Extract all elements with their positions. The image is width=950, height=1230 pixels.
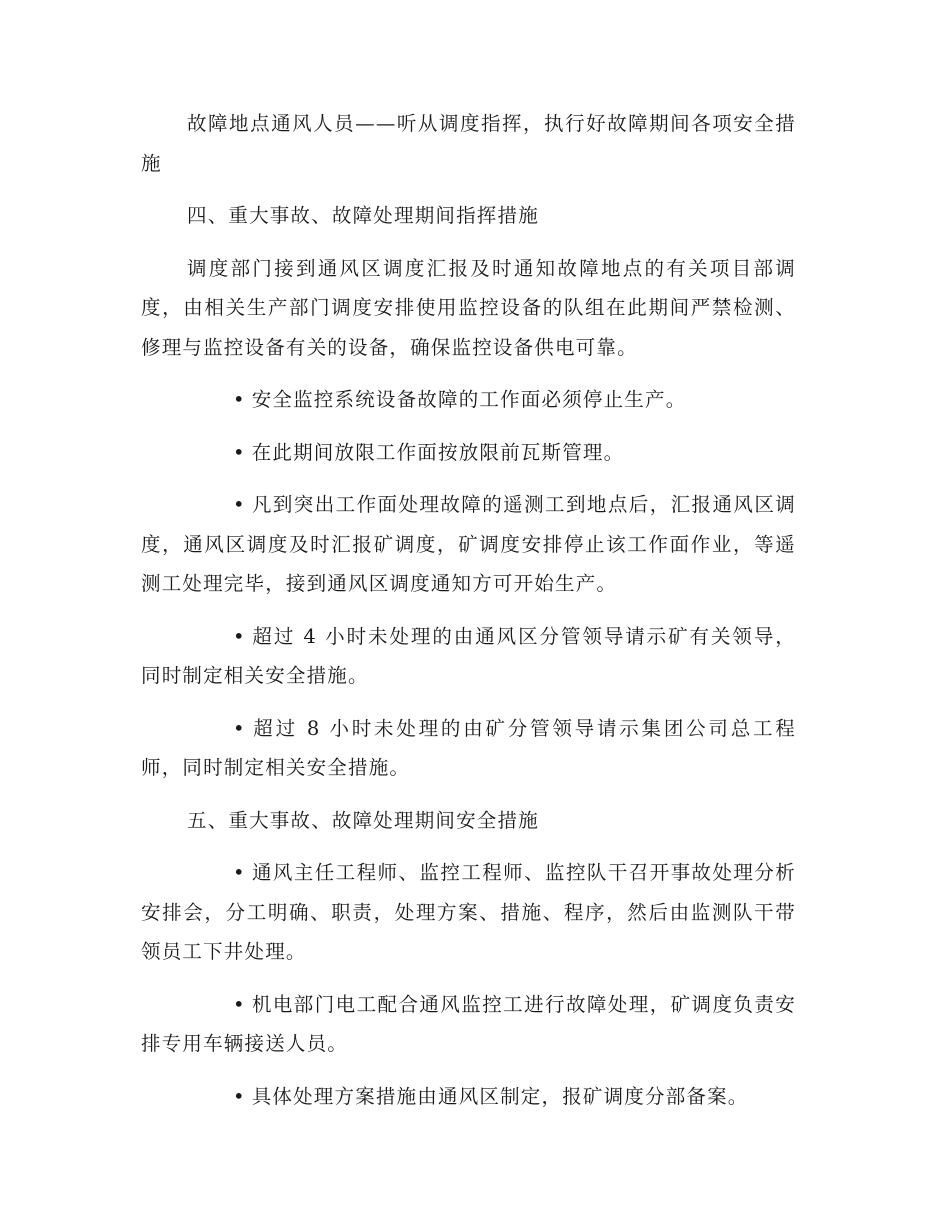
paragraph-text: 调度部门接到通风区调度汇报及时通知故障地点的有关项目部调度，由相关生产部门调度安排使用监控设备的队组在此期间严禁检测、修理与监控设备有关的设备，确保监控设备供电可靠。 [141,256,796,359]
bullet-item-eight-hours [141,709,796,788]
bullet-marker: • [233,992,246,1016]
section-heading-safety-measures [141,801,796,841]
bullet-marker: • [233,388,246,411]
bullet-marker: • [233,861,246,884]
bullet-text: 机电部门电工配合通风监控工进行故障处理，矿调度负责安排专用车辆接送人员。 [141,992,796,1055]
bullet-text: 超过 4 小时未处理的由通风区分管领导请示矿有关领导，同时制定相关安全措施。 [141,624,796,687]
bullet-marker: • [233,1084,246,1108]
bullet-text: 凡到突出工作面处理故障的遥测工到地点后，汇报通风区调度，通风区调度及时汇报矿调度，矿调度安排停止该工作面作业，等遥测工处理完毕，接到通风区调度通知方可开始生产。 [141,493,796,595]
bullet-marker: • [233,440,246,464]
bullet-text: 通风主任工程师、监控工程师、监控队干召开事故处理分析安排会，分工明确、职责，处理方案、措施、程序，然后由监测队干带领员工下井处理。 [141,861,796,963]
bullet-text: 具体处理方案措施由通风区制定，报矿调度分部备案。 [251,1084,749,1108]
bullet-item-plan-filing [141,1077,796,1117]
paragraph-ventilation-staff [141,104,796,183]
bullet-text: 超过 8 小时未处理的由矿分管领导请示集团公司总工程师，同时制定相关安全措施。 [141,716,796,779]
bullet-marker: • [233,493,246,516]
heading-text: 五、重大事故、故障处理期间安全措施 [187,808,539,832]
bullet-marker: • [233,716,246,740]
bullet-text: 在此期间放限工作面按放限前瓦斯管理。 [251,440,625,464]
section-heading-command-measures [141,196,796,236]
bullet-item-analysis-meeting [141,853,796,972]
document-body [141,104,796,1129]
bullet-marker: • [233,624,246,648]
bullet-item-electrician-cooperation [141,985,796,1064]
paragraph-text: 故障地点通风人员——听从调度指挥，执行好故障期间各项安全措施 [141,112,796,175]
bullet-item-stop-production [141,380,796,420]
bullet-text: 安全监控系统设备故障的工作面必须停止生产。 [251,388,687,411]
paragraph-dispatch-notification [141,249,796,368]
heading-text: 四、重大事故、故障处理期间指挥措施 [187,204,539,227]
bullet-item-four-hours [141,617,796,696]
bullet-item-gas-management [141,433,796,473]
bullet-item-outburst-face [141,485,796,604]
